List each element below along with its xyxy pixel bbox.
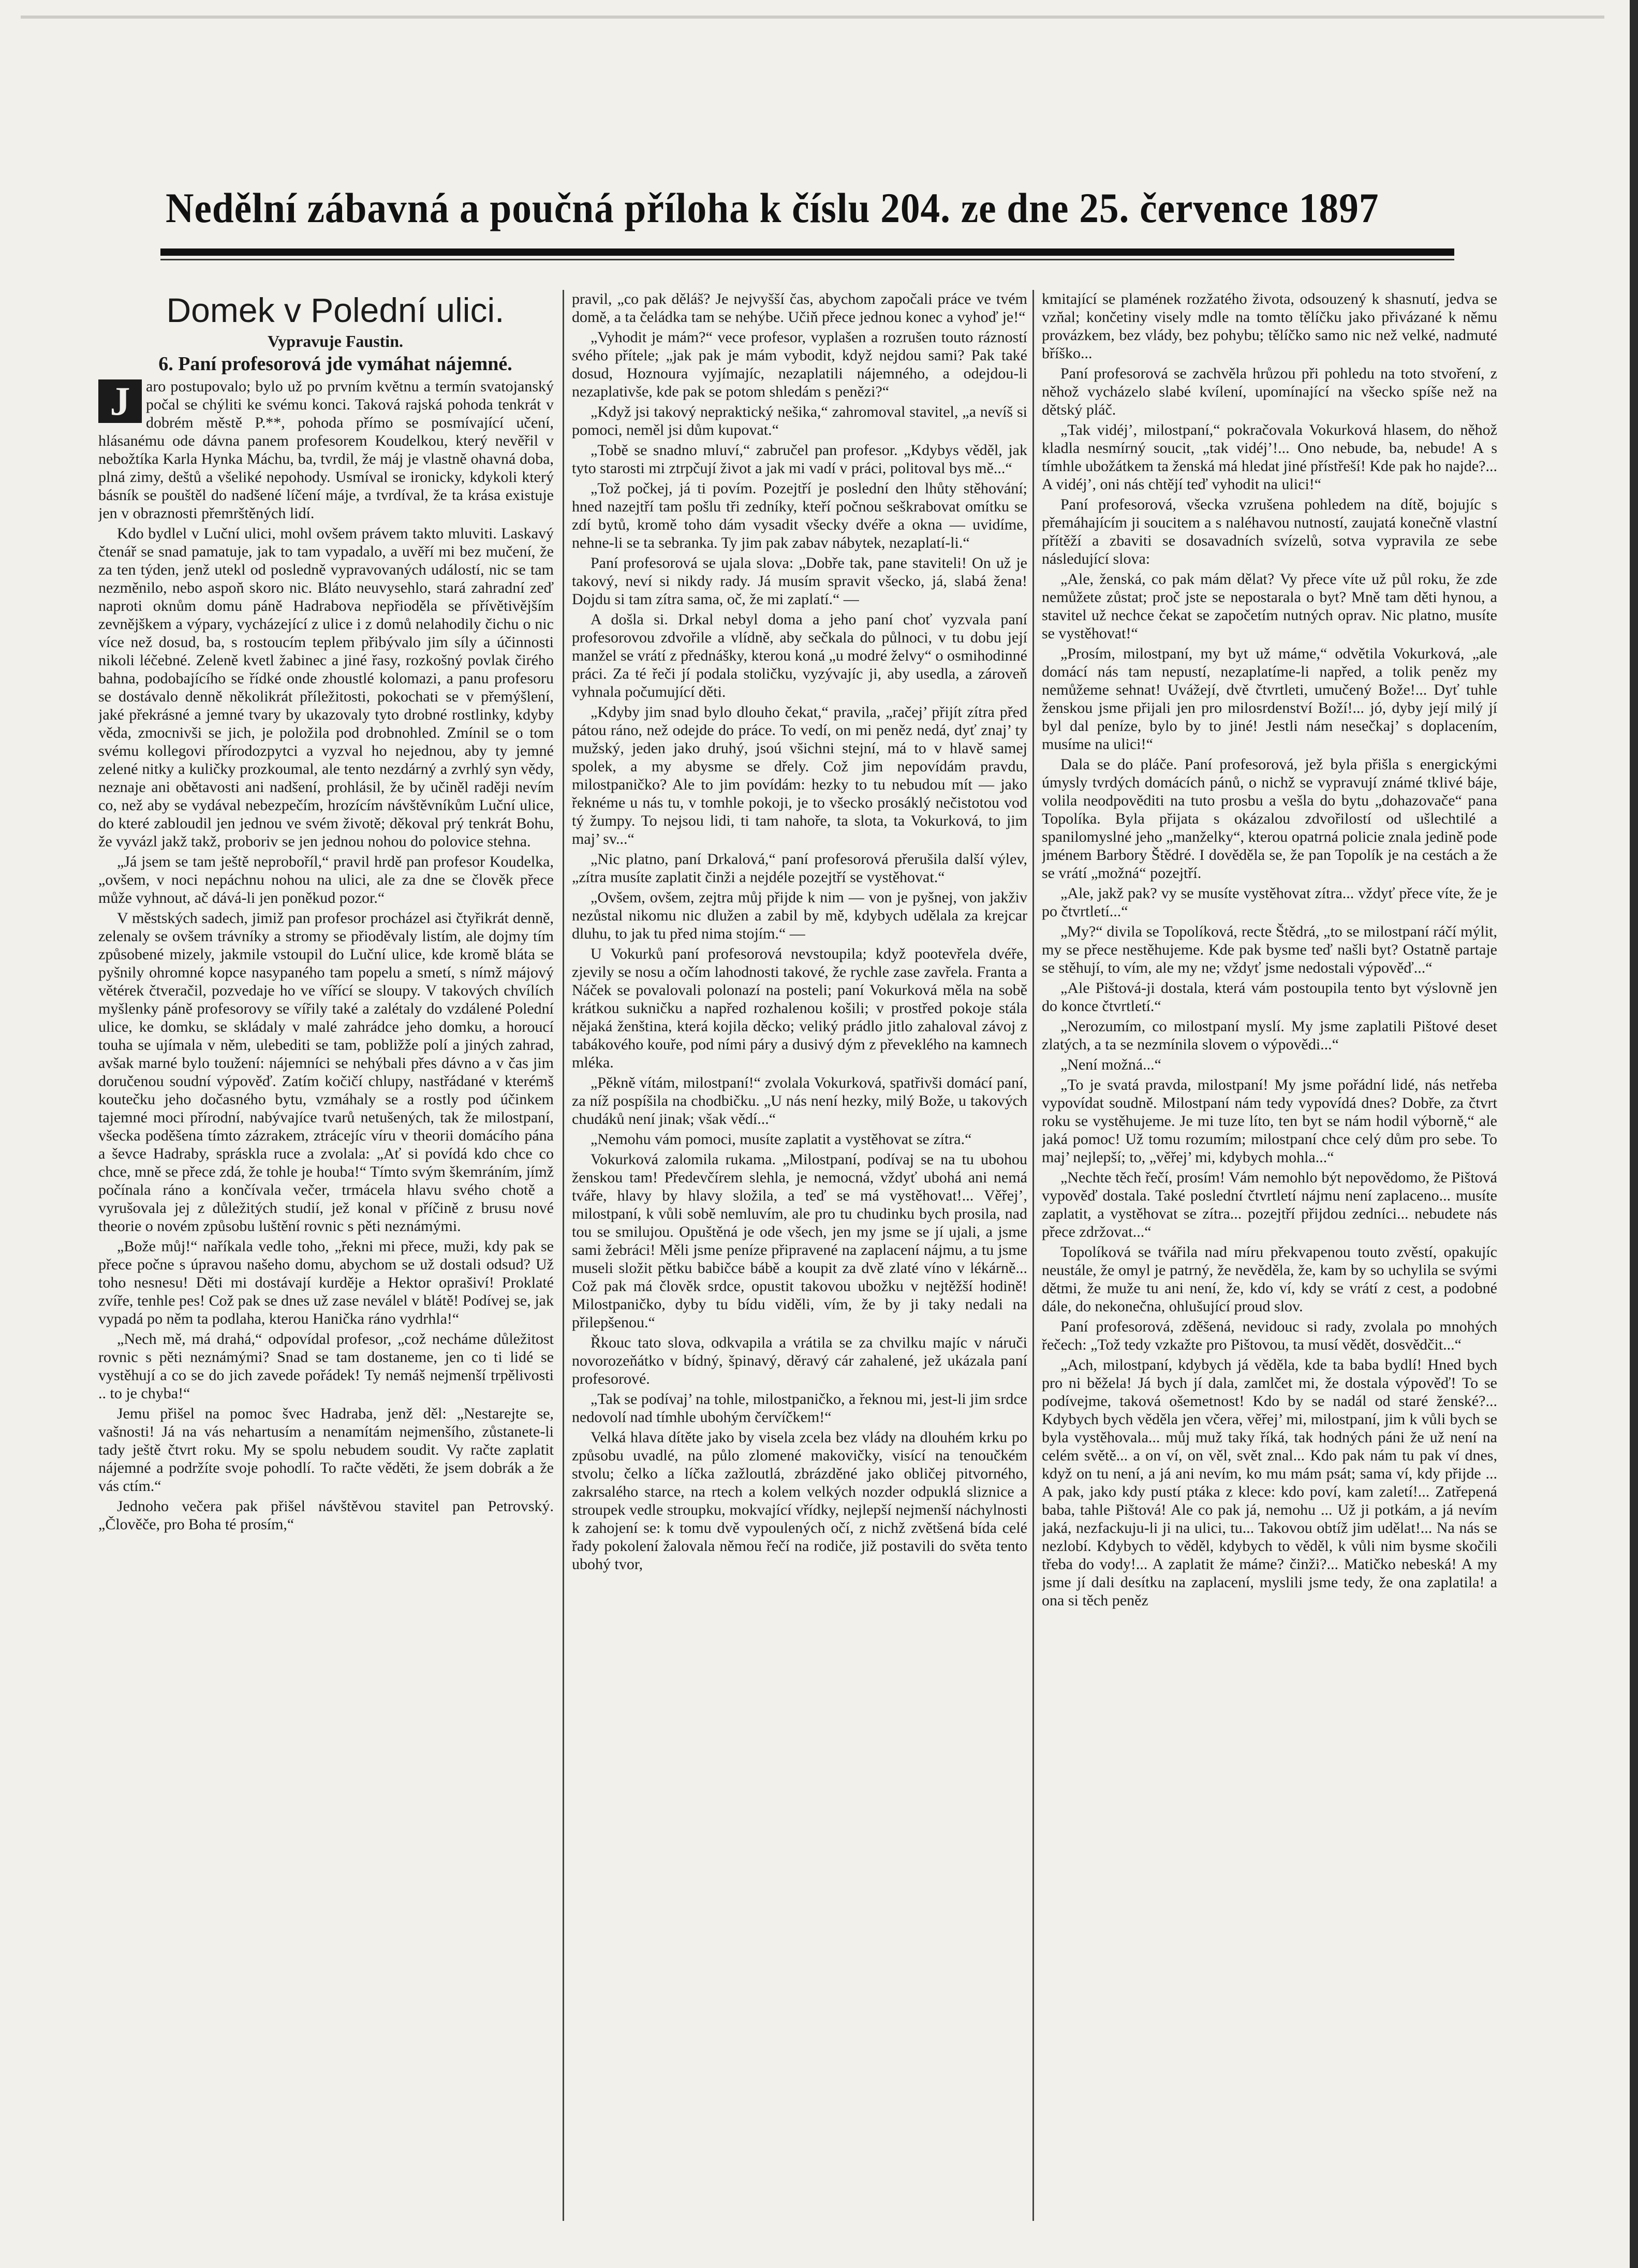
- masthead-title: Nedělní zábavná a poučná příloha k číslu 204. ze dne 25. července 1897: [166, 184, 1379, 231]
- column-2: [572, 290, 1027, 2226]
- paragraph: Vokurková zalomila rukama. „Milostpaní, podívaj se na tu ubohou ženskou tam! Předevčírem slehla, je nemocná, vždyť ubohá ani nemá tváře, hlavy by hlavy složila, a teď se má vystěhovat!... Věřej’, milostpaní, k vůli sobě nemluvím, ale pro tu chudinku bych prosila, nad tou se smilujou. Opuštěná je ode všech, jen my jsme se jí ujali, a jsme sami žebráci! Měli jsme peníze připravené na zaplacení nájmu, a tu jsme museli složit pětku babičce bábě a koupit za dvě zlaté víno v lékárně... Což pak má člověk srdce, opustit takovou ubožku v nejtěžší hodině! Milostpaničko, dyby tu bídu viděli, vím, že by ji taky nedali na přilepšenou.“: [572, 1151, 1027, 1331]
- paragraph: „Ale, ženská, co pak mám dělat? Vy přece víte už půl roku, že zde nemůžete zůstat; proč jste se nepostarala o byt? Mně tam děti hynou, a stavitel už nechce čekat se započetím nutných oprav. Nic platno, musíte se vystěhovat!“: [1042, 570, 1497, 642]
- paragraph: „Nic platno, paní Drkalová,“ paní profesorová přerušila další výlev, „zítra musíte zaplatit činži a nejdéle pozejtří se vystěhovat.“: [572, 851, 1027, 886]
- paragraph: „Vyhodit je mám?“ vece profesor, vyplašen a rozrušen touto rázností svého přítele; „jak pak je mám vybodit, když nejdou sami? Pak také dosud, Hoznoura vyjímajíc, nezaplatili nájemného, a odejdou-li nezaplativše, kde pak se potom shledám s penězi?“: [572, 329, 1027, 400]
- paragraph: kmitající se plamének rozžatého života, odsouzený k shasnutí, jedva se vzňal; končetiny visely mdle na tomto tělíčku jako přivázané k němu provázkem, bez vlády, bez pohybu; tělíčko samo nic než velké, nadmuté bříško...: [1042, 290, 1497, 362]
- paragraph: „To je svatá pravda, milostpaní! My jsme pořádní lidé, nás netřeba vypovídat soudně. Milostpaní nám tedy vypovídá dnes? Dobře, za čtvrt roku se vystěhujeme. Je mi tuze líto, ten byt se nám hodil výborně,“ ale jaká pomoc! Už tomu rozumím; milostpaní chce celý dům pro sebe. To maj’ nejlepší; to, „věřej’ mi, kdybych mohla...“: [1042, 1076, 1497, 1166]
- paragraph: „Nerozumím, co milostpaní myslí. My jsme zaplatili Pištové deset zlatých, a ta se nezmínila slovem o výpovědi...“: [1042, 1018, 1497, 1053]
- paragraph-text: aro postupovalo; bylo už po prvním květnu a termín svatojanský počal se chýliti ke svému konci. Taková rajská pohoda tenkrát v dobrém městě P.**, pohoda přímo se posmívající učení, hlásanému ode dávna panem profesorem Koudelkou, který nevěřil v nebožtíka Karla Hynka Máchu, ba, tvrdil, že máj je vlastně ohavná doba, plná zimy, deštů a všeliké nepohody. Usmíval se ironicky, kdykoli který básník se pouštěl do nadšené líčení máje, a tvrdíval, že ta krása existuje jen v obraznosti přemrštěných lidí.: [98, 378, 554, 522]
- paragraph: Kdo bydlel v Luční ulici, mohl ovšem právem takto mluviti. Laskavý čtenář se snad pamatuje, jak to tam vypadalo, a uvěří mi bez mučení, že za ten týden, jenž utekl od posledně vypravovaných událostí, nic se tam nezměnilo, nebo aspoň skoro nic. Bláto neuvysehlo, stará zahradní zeď naproti oknům domu páně Hadrabova nepřioděla se přívětivějším zevnějškem a výpary, vycházející z ulice i z domů nelahodily čichu o nic více než dosud, ba, s rostoucím teplem přibývalo jim síly a účinnosti nikoli léčebné. Zeleně kvetl žabinec a jiné řasy, rozkošný povlak čirého bahna, podobajícího se řídké onde zhoustlé kolomazi, a panu profesoru se dostávalo denně několikrát příležitosti, pokochati se v přemýšlení, jaké překrásné a jemné tvary by ukazovaly tyto drobné rostlinky, kdyby věda, zmocnivši se jich, je položila pod drobnohled. Zmínil se o tom svému kollegovi přírodozpytci a vyzval ho nejednou, aby ty jemné zelené nitky a kuličky prozkoumal, ale tento nezdárný a zvrhlý syn vědy, neznaje ani obětavosti ani nadšení, prohlásil, že by učiněl raději nevím co, než aby se vydával nebezpečím, hrozícím návštěvníkům Luční ulice, do které zabloudil jen jednou ve svém životě; děkoval prý tenkrát Bohu, že vyvázl jakž takž, proboriv se jen jednou nohou do polovice stehna.: [98, 525, 554, 850]
- paragraph: [98, 377, 554, 522]
- column-1: [98, 290, 554, 2226]
- paragraph: Jemu přišel na pomoc švec Hadraba, jenž děl: „Nestarejte se, vašnosti! Já na vás nehartusím a nenamítám nejmenšího, zůstanete-li tady ještě čtvrt roku. My se spolu nebudem soudit. Vy račte zaplatit nájemné a podržíte svoje pohodlí. To račte věděti, že jsem dobrák a že vás ctím.“: [98, 1405, 554, 1495]
- paragraph: „Tobě se snadno mluví,“ zabručel pan profesor. „Kdybys věděl, jak tyto starosti mi ztrpčují život a jak mi vadí v práci, politoval bys mě...“: [572, 442, 1027, 477]
- paragraph: „Nechte těch řečí, prosím! Vám nemohlo být nepovědomo, že Pištová vypověď dostala. Také poslední čtvrtletí nájmu není zaplaceno... musíte zaplatit, a vystěhovat se zítra... pozejtří přijdou zedníci... nebudete nás přece zdržovat...“: [1042, 1169, 1497, 1240]
- paragraph: „Prosím, milostpaní, my byt už máme,“ odvětila Vokurková, „ale domácí nás tam nepustí, nezaplatíme-li napřed, a tolik peněz my nemůžeme sehnat! Uvážejí, dvě čtvrtleti, umučený Bože!... Dyť tuhle ženskou jsme přijali jen pro milosrdenství Boží!... jó, dyby její milý jí byl dal peníze, bylo by to jiné! Jestli nám nesečkaj’ s doplacením, musíme na ulici!“: [1042, 645, 1497, 753]
- paragraph: Paní profesorová se ujala slova: „Dobře tak, pane staviteli! On už je takový, neví si nikdy rady. Já musím spravit všecko, já, slabá žena! Dojdu si tam zítra sama, oč, že mi zaplatí.“ —: [572, 554, 1027, 608]
- article-title: Domek v Polední ulici.: [166, 291, 505, 329]
- paragraph: „Ale Pištová-ji dostala, která vám postoupila tento byt výslovně jen do konce čtvrtletí.“: [1042, 979, 1497, 1015]
- paragraph: „Tak vidéj’, milostpaní,“ pokračovala Vokurková hlasem, do něhož kladla nesmírný soucit, „tak vidéj’!... Ono nebude, ba, nebude! A s tímhle ubožátkem ta ženská má hledat jiné přístřeší! Kde pak ho najde?... A vidéj’, oni nás chtějí teď vyhodit na ulici!“: [1042, 421, 1497, 493]
- paragraph: „Pěkně vítám, milostpaní!“ zvolala Vokurková, spatřivši domácí paní, za níž pospíšila na chodbičku. „U nás není hezky, milý Bože, u takových chudáků není jinak; však vědí...“: [572, 1074, 1027, 1128]
- paragraph: V městských sadech, jimiž pan profesor procházel asi čtyřikrát denně, zelenaly se ovšem trávníky a stromy se přioděvaly listím, ale dojmy tím způsobené mizely, jakmile vstoupil do Luční ulice, kde kromě bláta se pyšnily ohromné kopce nasypaného tam popelu a smetí, s nímž májový větérek čtveračil, pozvedaje ho ve vířící se sloupy. V takových chvílích myšlenky páně profesorovy se vířily také a zalétaly do vzdálené Polední ulice, ke domku, se skládaly v malé zahrádce jeho domku, a horoucí touha se ujímala v něm, ulebediti se tam, pobližže polí a jiných zahrad, avšak marné bylo toužení: nájemníci se nehýbali přes dávno a v čas jim doručenou soudní výpověď. Zatím kočičí chlupy, nastřádané v kterémš koutečku jeho dočasného bytu, vzmáhaly se a rostly pod účinkem tajemné moci přírodní, nabývajíce tvarů netušených, tak že milostpaní, všecka poděšena tímto zázrakem, ztrácejíc víru v theorii domácího pána a ševce Hadraby, spráskla ruce a zvolala: „Ať si povídá kdo chce co chce, mně se přece zdá, že tohle je houba!“ Tímto svým škemráním, jímž počínala ráno a končívala večer, trmácela hlavu svého chotě a vyrušovala jej z důležitých studií, jež konal v příčině z brusu nové theorie o novém způsobu luštění rovnic s pěti neznámými.: [98, 910, 554, 1235]
- paragraph: U Vokurků paní profesorová nevstoupila; když pootevřela dvéře, zjevily se nosu a očím lahodnosti takové, že rychle zase zavřela. Franta a Náček se povalovali polonazí na posteli; paní Vokurková měla na sobě krátkou sukničku a napřed rozhalenou košili; v prostřed pokoje stála nějaká ženština, která kojila děcko; veliký prádlo jitlo zahaloval závoj z tabákového kouře, pod ními páry a dusivý dým z převeklého na kamnech mléka.: [572, 945, 1027, 1071]
- paragraph: „Kdyby jim snad bylo dlouho čekat,“ pravila, „račej’ přijít zítra před pátou ráno, než odejde do práce. To vedí, on mi peněz nedá, dyť znaj’ ty mužský, jeden jako druhý, jsoú všichni stejní, má to v hlavě samej spolek, a my abysme se dřely. Což jim nepovídám pravdu, milostpaničko? Ale to jim povídám: hezky to tu nebudou mít — jako řeknéme u nás tu, v tomhle pokoji, je to všecko prosáklý nečistotou vod tý žumpy. To nejsou lidi, ti tam nahoře, ta slota, ta Vokurková, to jim maj’ sv...“: [572, 704, 1027, 847]
- paragraph: „Tak se podívaj’ na tohle, milostpaničko, a řeknou mi, jest-li jim srdce nedovolí nad tímhle ubohým červíčkem!“: [572, 1391, 1027, 1426]
- paragraph: „My?“ divila se Topolíková, recte Štědrá, „to se milostpaní ráčí mýlit, my se přece nestěhujeme. Kde pak bysme teď našli byt? Ostatně partaje se stěhují, to vím, ale my ne; vždyť jsme nedostali výpověď...“: [1042, 923, 1497, 976]
- masthead-rule-thin: [160, 259, 1454, 260]
- dropcap-initial: J: [98, 379, 142, 423]
- paragraph: Dala se do pláče. Paní profesorová, jež byla přišla s energickými úmysly tvrdých domácích pánů, o nichž se vypravují známé tklivé báje, volila neodpověditi na tuto prosbu a vešla do bytu „dohazovače“ pana Topolíka. Byla přijata s okázalou zdvořilostí od ušlechtilé a spanilomyslné jeho „manželky“, kterou opatrná policie znala jedině pode jménem Barbory Štědré. I dověděla se, že pan Topolík je na cestách a že se vrátí „možná“ pozejtří.: [1042, 756, 1497, 882]
- chapter-heading: 6. Paní profesorová jde vymáhat nájemné.: [158, 353, 512, 375]
- paragraph: „Já jsem se tam ještě neproboříl,“ pravil hrdě pan profesor Koudelka, „ovšem, v noci nepáchnu nohou na ulici, ale za dne se člověk přece může vyhnout, ač dává-li jen poněkud pozor.“: [98, 853, 554, 906]
- paragraph: Řkouc tato slova, odkvapila a vrátila se za chvilku majíc v náruči novorozeňátko v bídný, špinavý, děravý cár zahalené, jež ukázala paní profesorové.: [572, 1334, 1027, 1387]
- column-3: [1042, 290, 1497, 2226]
- paragraph: Paní profesorová, zděšená, nevidouc si rady, zvolala po mnohých řečech: „Tož tedy vzkažte pro Pištovou, ta musí vědět, dosvědčit...“: [1042, 1318, 1497, 1353]
- paragraph: „Tož počkej, já ti povím. Pozejtří je poslední den lhůty stěhování; hned nazejtří tam pošlu tři zedníky, kteří počnou seškrabovat omítku se zdí bytů, kromě toho dám vysadit všecky dvéře a okna — uvidíme, nehne-li se ta sebranka. Ty jim pak zabav nábytek, nezaplatí-li.“: [572, 480, 1027, 551]
- paragraph: „Není možná...“: [1060, 1056, 1161, 1073]
- paragraph: „Nech mě, má drahá,“ odpovídal profesor, „což necháme důležitost rovnic s pěti neznámými? Snad se tam dostaneme, jen co ti lidé se vystěhují a co se do jich zavede pořádek! Ty nemáš nejmenší trpělivosti .. to je chyba!“: [98, 1330, 554, 1402]
- paragraph: „Ach, milostpaní, kdybych já věděla, kde ta baba bydlí! Hned bych pro ni běžela! Já bych jí dala, zamlčet mi, že dostala výpověď! To se podívejme, taková ošemetnost! Kdo by se nadál od staré ženské?... Kdybych bych věděla jen včera, věřej’ mi, milostpaní, jim k vůli bych se byla vystěhovala... můj muž taky říká, tak hodných páni že už není na celém světě... a on ví, on věl, svět znal... Kdo pak nám tu pak ví dnes, když on tu není, a já ani nevím, ko mu mám psát; sama ví, kdy přijde ... A pak, jako kdy pustí ptáka z klece: kdo poví, kam zaletí!... Zatřepená baba, tahle Pištová! Ale co pak já, nemohu ... Už ji potkám, a já nevím jaká, nezfackuju-li ji na ulici, tu... Takovou obtíž jim udělat!... Na nás se nezlobí. Kdybych to věděl, kdybych to věděl, k vůli nim bysme skočili třeba do vody!... A zaplatit že máme? činži?... Matičko nebeská! A my jsme jí dali desítku na zaplacení, myslili jsme tedy, že ona zaplatila! a ona si těch peněz: [1042, 1356, 1497, 1609]
- paragraph: „Bože můj!“ naříkala vedle toho, „řekni mi přece, muži, kdy pak se přece počne s úpravou našeho domu, abychom se už dostali odsud? Už toho nesnesu! Děti mi dostávají kurděje a Hektor oprašiví! Proklaté zvíře, tenhle pes! Což pak se dnes už zase neválel v blátě! Podívej se, jak vypadá po něm ta podlaha, kterou Hanička ráno vydrhla!“: [98, 1238, 554, 1327]
- paragraph: Velká hlava dítěte jako by visela zcela bez vlády na dlouhém krku po způsobu uvadlé, na půlo zlomené makovičky, visící na tenoučkém stvolu; čelko a líčka zažloutlá, zbrázděné jako obličej pitvorného, zakrsalého starce, na rtech a kolem velkých nozder odpuklá sliznice a stroupek vedle stroupku, mokvající vřídky, nejlepší nejmenší náchylnosti k zahojení se: k tomu dvě vypoulených očí, z nichž zvětšená bída celé řady pokolení žalovala němou řečí na rodiče, již postavili do světa tento ubohý tvor,: [572, 1429, 1027, 1573]
- paragraph: pravil, „co pak děláš? Je nejvyšší čas, abychom započali práce ve tvém domě, a ta čeládka tam se nehýbe. Učiň přece jednou konec a vyhoď je!“: [572, 290, 1027, 326]
- paragraph: Paní profesorová se zachvěla hrůzou při pohledu na toto stvoření, z něhož vycházelo slabé kvílení, upomínající na všecko spíše než na dětský pláč.: [1042, 365, 1497, 418]
- paragraph: „Ovšem, ovšem, zejtra můj přijde k nim — von je pyšnej, von jakživ nezůstal nikomu nic dlužen a zabil by mě, kdybych udělala za krejcar dluhu, to jak tu před nima stojím.“ —: [572, 889, 1027, 942]
- article-byline: Vypravuje Faustin.: [268, 332, 403, 350]
- paragraph: Paní profesorová, všecka vzrušena pohledem na dítě, bojujíc s přemáhajícím ji soucitem a s naléhavou nutností, zaujatá konečně vlastní přítěží a zbaviti se dosavadních svízelů, sotva vypravila ze sebe následující slova:: [1042, 496, 1497, 567]
- masthead-rule-thick: [160, 248, 1454, 256]
- paragraph: Jednoho večera pak přišel návštěvou stavitel pan Petrovský. „Člověče, pro Boha té prosím,“: [98, 1498, 554, 1533]
- column-divider-1: [563, 290, 564, 2221]
- column-divider-2: [1032, 290, 1034, 2221]
- paragraph: „Ale, jakž pak? vy se musíte vystěhovat zítra... vždyť přece víte, že je po čtvrtletí...“: [1042, 885, 1497, 920]
- paragraph: A došla si. Drkal nebyl doma a jeho paní choť vyzvala paní profesorovou zdvořile a vlídně, aby sečkala do půlnoci, v tu dobu její manžel se vrátí z přednášky, kterou koná „u modré želvy“ o osmihodinné práci. Za té řeči jí podala stoličku, vyzývajíc ji, aby usedla, a zároveň vyhnala počumující děti.: [572, 611, 1027, 700]
- paragraph: Topolíková se tvářila nad míru překvapenou touto zvěstí, opakujíc neustále, že omyl je patrný, že nevěděla, že, kam by so uchylila se svými dětmi, že muže tu ani není, že, kdo ví, kdy se vrátí z cest, a podobné dále, do nekonečna, ohlušující proud slov.: [1042, 1243, 1497, 1315]
- paragraph: „Když jsi takový nepraktický nešika,“ zahromoval stavitel, „a nevíš si pomoci, neměl jsi dům kupovat.“: [572, 403, 1027, 438]
- page-edge-scuff: [21, 16, 1604, 19]
- paragraph: „Nemohu vám pomoci, musíte zaplatit a vystěhovat se zítra.“: [591, 1131, 972, 1148]
